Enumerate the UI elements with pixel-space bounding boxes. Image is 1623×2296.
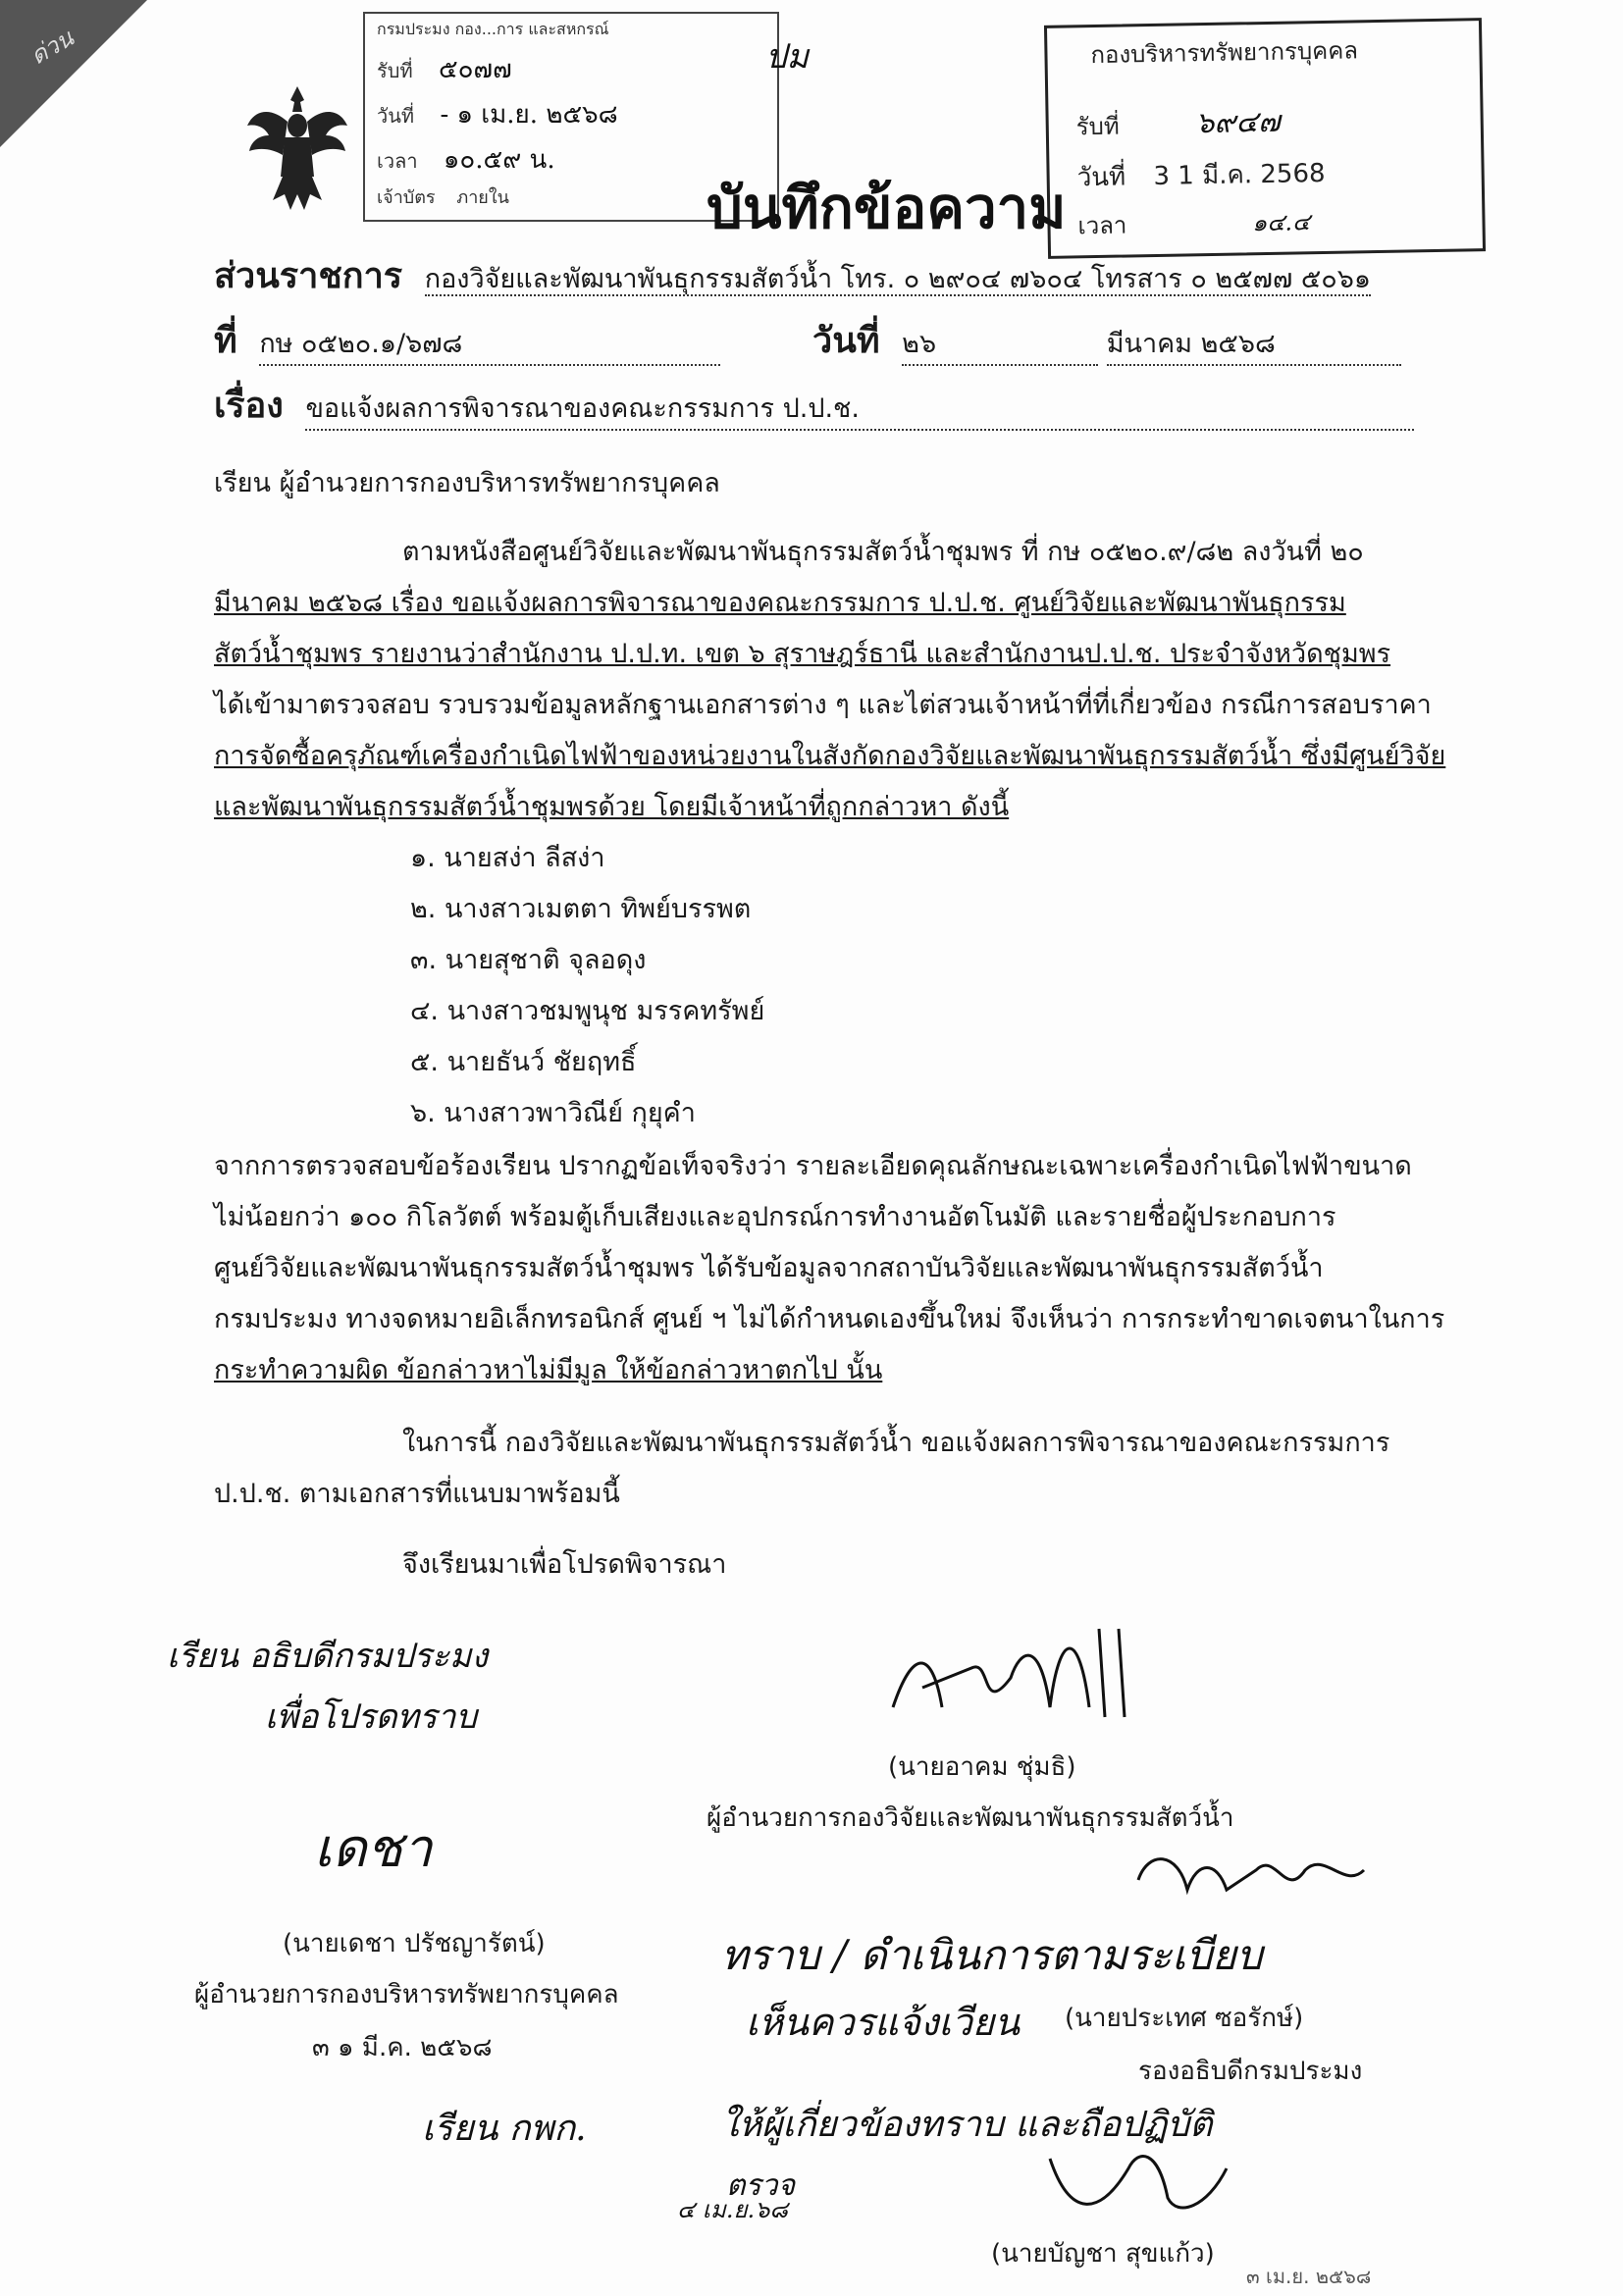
signature-scribble-4 [1040,2139,1236,2227]
stamp-left-agency: กรมประมง กอง...การ และสหกรณ์ [377,20,609,38]
handwritten-note: ทราบ / ดำเนินการตามระเบียบ [721,1931,1263,1979]
handwritten-note: ให้ผู้เกี่ยวข้องทราบ และถือปฏิบัติ [721,2105,1213,2145]
para1-line: มีนาคม ๒๕๖๘ เรื่อง ขอแจ้งผลการพิจารณาของคณะกรรมการ ป.ป.ช. ศูนย์วิจัยและพัฒนาพันธุกรรม [214,588,1346,618]
handwritten-note: เห็นควรแจ้งเวียน [746,2001,1021,2044]
stamp-left-received-label: รับที่ [377,59,413,82]
handwritten-date: ๔ เม.ย.๖๘ [677,2196,788,2223]
signature2-date: ๓ ๑ มี.ค. ๒๕๖๘ [312,2033,493,2062]
garuda-emblem-icon [243,78,351,216]
subject-label: เรื่อง [214,386,284,426]
closing-line: จึงเรียนมาเพื่อโปรดพิจารณา [402,1549,727,1580]
corner-mark: ด่วน [26,24,79,71]
agency-label: ส่วนราชการ [214,256,403,296]
corner-stamp [0,0,147,147]
document-date-day: ๒๖ [902,322,1098,366]
document-number-label: ที่ [214,321,237,361]
signature4-name: (นายบัญชา สุขแก้ว) [991,2239,1215,2269]
stamp-left-date-value: - ๑ เม.ย. ๒๕๖๘ [440,100,618,130]
para3-line: ในการนี้ กองวิจัยและพัฒนาพันธุกรรมสัตว์น้ำ ขอแจ้งผลการพิจารณาของคณะกรรมการ [402,1428,1390,1458]
subject-row [214,377,1414,433]
signature3-name: (นายประเทศ ซอรักษ์) [1065,2004,1304,2033]
para1-line: การจัดซื้อครุภัณฑ์เครื่องกำเนิดไฟฟ้าของหน่วยงานในสังกัดกองวิจัยและพัฒนาพันธุกรรมสัตว์น้ำ ซึ่งมีศูนย์วิจัย [214,741,1446,771]
stamp-right-received-no: ๖๙๔๗ [1195,104,1281,141]
signature1-position: ผู้อำนวยการกองวิจัยและพัฒนาพันธุกรรมสัตว์น้ำ [707,1803,1234,1833]
para1-line: สัตว์น้ำชุมพร รายงานว่าสำนักงาน ป.ป.ท. เขต ๖ สุราษฎร์ธานี และสำนักงานป.ป.ช. ประจำจังหวัดชุมพร [214,639,1391,669]
top-left-mark: ปม [765,37,809,77]
stamp-right-date-value: 3 1 มี.ค. 2568 [1153,158,1326,191]
para1-line: ได้เข้ามาตรวจสอบ รวบรวมข้อมูลหลักฐานเอกสารต่าง ๆ และไต่สวนเจ้าหน้าที่ที่เกี่ยวข้อง กรณีการสอบราคา [214,690,1432,720]
document-date-month-year: มีนาคม ๒๕๖๘ [1107,322,1401,366]
salutation: เรียน ผู้อำนวยการกองบริหารทรัพยากรบุคคล [214,468,720,498]
signature1-name: (นายอาคม ชุ่มธิ) [888,1752,1076,1782]
signature4-date-fragment: ๓ เม.ย. ๒๕๖๘ [1246,2265,1372,2288]
handwritten-note: เพื่อโปรดทราบ [265,1697,477,1737]
para2-line: ศูนย์วิจัยและพัฒนาพันธุกรรมสัตว์น้ำชุมพร ได้รับข้อมูลจากสถาบันวิจัยและพัฒนาพันธุกรรมสัตว์น้ำ [214,1253,1324,1283]
stamp-left-time-label: เวลา [377,149,418,173]
stamp-right-date-label: วันที่ [1076,162,1126,193]
signature-scribble-initials [1128,1841,1374,1909]
document-number-value: กษ ๐๕๒๐.๑/๖๗๘ [259,322,720,366]
person-item: ๔. นางสาวชมพูนุช มรรคทรัพย์ [410,996,765,1026]
stamp-right-org: กองบริหารทรัพยากรบุคคล [1090,36,1359,70]
para1-line: ตามหนังสือศูนย์วิจัยและพัฒนาพันธุกรรมสัตว์น้ำชุมพร ที่ กษ ๐๕๒๐.๙/๘๒ ลงวันที่ ๒๐ [402,537,1364,567]
handwritten-initials: เดชา [314,1817,433,1879]
document-date-row [812,312,1401,368]
person-item: ๕. นายธันว์ ชัยฤทธิ์ [410,1047,637,1077]
para3-line: ป.ป.ช. ตามเอกสารที่แนบมาพร้อมนี้ [214,1479,620,1509]
stamp-right-time-value: ๑๔.๔ [1251,208,1311,237]
document-number-row [214,312,720,368]
stamp-right-time-label: เวลา [1077,211,1127,240]
handwritten-note: เรียน กพก. [422,2109,587,2149]
agency-value: กองวิจัยและพัฒนาพันธุกรรมสัตว์น้ำ โทร. ๐ ๒๙๐๔ ๗๖๐๔ โทรสาร ๐ ๒๕๗๗ ๕๐๖๑ [424,264,1372,294]
person-item: ๒. นางสาวเมตตา ทิพย์บรรพต [410,894,752,924]
signature2-position: ผู้อำนวยการกองบริหารทรัพยากรบุคคล [194,1980,619,2009]
agency-row [214,247,1371,303]
para2-line: กรมประมง ทางจดหมายอิเล็กทรอนิกส์ ศูนย์ ฯ ไม่ได้กำหนดเองขึ้นใหม่ จึงเห็นว่า การกระทำขาดเจตนาในการ [214,1304,1445,1334]
signature2-name: (นายเดชา ปรัชญารัตน์) [283,1929,546,1958]
handwritten-note: ตรวจ [726,2168,796,2203]
stamp-left-received-no: ๕๐๗๗ [438,55,512,84]
signature3-position: รองอธิบดีกรมประมง [1138,2057,1363,2086]
stamp-left-date-label: วันที่ [377,104,415,128]
person-item: ๓. นายสุชาติ จุลอดุง [410,945,647,975]
stamp-left-officer-value: ภายใน [456,187,509,208]
stamp-right-received-label: รับที่ [1075,112,1120,141]
person-item: ๖. นางสาวพาวิณีย์ กุยุคำ [410,1098,696,1128]
handwritten-note: เรียน อธิบดีกรมประมง [167,1637,489,1676]
para2-line: จากการตรวจสอบข้อร้องเรียน ปรากฏข้อเท็จจริงว่า รายละเอียดคุณลักษณะเฉพาะเครื่องกำเนิดไฟฟ้าขนาด [214,1151,1412,1181]
signature-scribble-1 [883,1609,1138,1737]
stamp-left-time-value: ๑๐.๕๙ น. [443,145,555,175]
document-date-label: วันที่ [812,321,880,361]
receipt-stamp-right [1044,18,1486,259]
para1-line: และพัฒนาพันธุกรรมสัตว์น้ำชุมพรด้วย โดยมีเจ้าหน้าที่ถูกกล่าวหา ดังนี้ [214,792,1010,822]
para2-line: ไม่น้อยกว่า ๑๐๐ กิโลวัตต์ พร้อมตู้เก็บเสียงและอุปกรณ์การทำงานอัตโนมัติ และรายชื่อผู้ประกอบการ [214,1202,1336,1232]
document-title: บันทึกข้อความ [707,175,1067,241]
person-item: ๑. นายสง่า ลีสง่า [410,843,605,873]
para2-line: กระทำความผิด ข้อกล่าวหาไม่มีมูล ให้ข้อกล่าวหาตกไป นั้น [214,1355,883,1385]
subject-value: ขอแจ้งผลการพิจารณาของคณะกรรมการ ป.ป.ช. [305,387,1414,431]
stamp-left-officer-label: เจ้าบัตร [377,187,436,208]
